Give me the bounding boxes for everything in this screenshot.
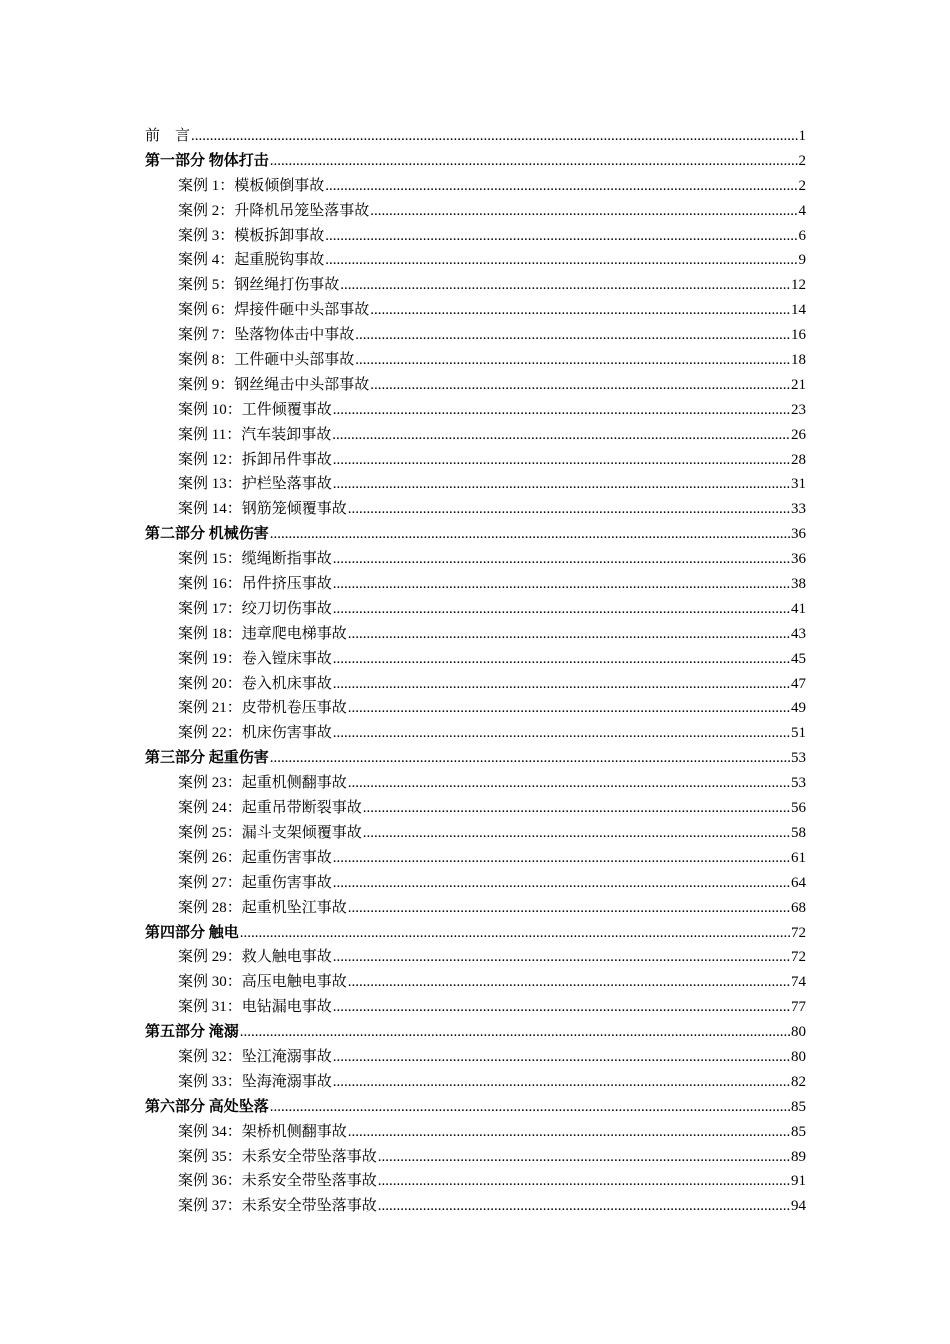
- toc-page-number: 91: [791, 1173, 806, 1190]
- toc-page-number: 38: [791, 576, 806, 593]
- toc-entry-title: 案例 21：皮带机卷压事故: [178, 700, 347, 717]
- toc-entry-title: 第四部分 触电: [145, 924, 239, 941]
- toc-entry-title: 案例 28：起重机坠江事故: [178, 899, 347, 916]
- dot-leader: [333, 398, 790, 423]
- toc-entry-title: 案例 34：架桥机侧翻事故: [178, 1123, 347, 1140]
- dot-leader: [191, 124, 797, 149]
- toc-page-number: 74: [791, 974, 806, 991]
- toc-case-entry[interactable]: [145, 871, 806, 896]
- toc-page-number: 2: [798, 177, 806, 194]
- toc-entry-title: 案例 33：坠海淹溺事故: [178, 1073, 332, 1090]
- dot-leader: [340, 273, 790, 298]
- toc-part-heading[interactable]: [145, 921, 806, 946]
- toc-case-entry[interactable]: [145, 472, 806, 497]
- toc-page-number: 68: [791, 899, 806, 916]
- toc-entry-title: 案例 8：工件砸中头部事故: [178, 352, 355, 369]
- toc-case-entry[interactable]: [145, 821, 806, 846]
- dot-leader: [333, 672, 790, 697]
- toc-page-number: 82: [791, 1073, 806, 1090]
- toc-case-entry[interactable]: [145, 647, 806, 672]
- toc-preface-entry[interactable]: [145, 124, 806, 149]
- toc-case-entry[interactable]: [145, 224, 806, 249]
- toc-case-entry[interactable]: [145, 174, 806, 199]
- dot-leader: [348, 1120, 790, 1145]
- toc-case-entry[interactable]: [145, 970, 806, 995]
- toc-case-entry[interactable]: [145, 896, 806, 921]
- toc-entry-title: 案例 2：升降机吊笼坠落事故: [178, 202, 370, 219]
- toc-page-number: 14: [791, 302, 806, 319]
- toc-page-number: 64: [791, 874, 806, 891]
- toc-entry-title: 案例 37：未系安全带坠落事故: [178, 1198, 377, 1215]
- dot-leader: [332, 423, 790, 448]
- toc-entry-title: 案例 25：漏斗支架倾覆事故: [178, 824, 362, 841]
- dot-leader: [333, 1045, 790, 1070]
- dot-leader: [333, 572, 790, 597]
- toc-part-heading[interactable]: [145, 1020, 806, 1045]
- toc-page-number: 53: [791, 775, 806, 792]
- toc-case-entry[interactable]: [145, 796, 806, 821]
- toc-case-entry[interactable]: [145, 696, 806, 721]
- dot-leader: [333, 647, 790, 672]
- toc-part-heading[interactable]: [145, 149, 806, 174]
- toc-entry-title: 案例 3：模板拆卸事故: [178, 227, 325, 244]
- toc-entry-title: 案例 31：电钻漏电事故: [178, 999, 332, 1016]
- dot-leader: [348, 771, 790, 796]
- toc-case-entry[interactable]: [145, 348, 806, 373]
- dot-leader: [370, 373, 790, 398]
- toc-case-entry[interactable]: [145, 398, 806, 423]
- toc-entry-title: 案例 12：拆卸吊件事故: [178, 451, 332, 468]
- toc-part-heading[interactable]: [145, 1095, 806, 1120]
- dot-leader: [333, 472, 790, 497]
- dot-leader: [270, 149, 798, 174]
- toc-case-entry[interactable]: [145, 995, 806, 1020]
- dot-leader: [348, 497, 790, 522]
- toc-entry-title: 案例 5：钢丝绳打伤事故: [178, 277, 340, 294]
- toc-page-number: 61: [791, 849, 806, 866]
- toc-entry-title: 案例 6：焊接件砸中头部事故: [178, 302, 370, 319]
- dot-leader: [240, 921, 790, 946]
- toc-case-entry[interactable]: [145, 298, 806, 323]
- toc-entry-title: 前 言: [145, 128, 191, 144]
- toc-entry-title: 案例 26：起重伤害事故: [178, 849, 332, 866]
- toc-case-entry[interactable]: [145, 597, 806, 622]
- dot-leader: [348, 696, 790, 721]
- toc-entry-title: 第三部分 起重伤害: [145, 750, 269, 767]
- dot-leader: [333, 1070, 790, 1095]
- toc-entry-title: 案例 16：吊件挤压事故: [178, 576, 332, 593]
- toc-page-number: 33: [791, 501, 806, 518]
- dot-leader: [378, 1169, 790, 1194]
- toc-entry-title: 案例 30：高压电触电事故: [178, 974, 347, 991]
- toc-case-entry[interactable]: [145, 1169, 806, 1194]
- toc-page-number: 36: [791, 526, 806, 543]
- toc-entry-title: 案例 32：坠江淹溺事故: [178, 1048, 332, 1065]
- toc-page-number: 94: [791, 1198, 806, 1215]
- toc-case-entry[interactable]: [145, 373, 806, 398]
- toc-page-number: 72: [791, 924, 806, 941]
- dot-leader: [370, 199, 797, 224]
- toc-page-number: 56: [791, 800, 806, 817]
- toc-page-number: 36: [791, 551, 806, 568]
- dot-leader: [333, 547, 790, 572]
- toc-page-number: 72: [791, 949, 806, 966]
- toc-page-number: 18: [791, 352, 806, 369]
- toc-page-number: 85: [791, 1123, 806, 1140]
- toc-page-number: 4: [798, 202, 806, 219]
- toc-page-number: 1: [798, 128, 806, 144]
- toc-case-entry[interactable]: [145, 1145, 806, 1170]
- dot-leader: [333, 597, 790, 622]
- toc-case-entry[interactable]: [145, 547, 806, 572]
- toc-entry-title: 案例 11：汽车装卸事故: [178, 426, 332, 443]
- toc-entry-title: 案例 35：未系安全带坠落事故: [178, 1148, 377, 1165]
- toc-entry-title: 第二部分 机械伤害: [145, 526, 269, 543]
- dot-leader: [348, 896, 790, 921]
- toc-entry-title: 案例 10：工件倾覆事故: [178, 401, 332, 418]
- toc-page-number: 12: [791, 277, 806, 294]
- toc-case-entry[interactable]: [145, 273, 806, 298]
- toc-entry-title: 案例 27：起重伤害事故: [178, 874, 332, 891]
- dot-leader: [270, 522, 790, 547]
- toc-page-number: 23: [791, 401, 806, 418]
- dot-leader: [333, 448, 790, 473]
- toc-entry-title: 案例 9：钢丝绳击中头部事故: [178, 376, 370, 393]
- toc-page-number: 58: [791, 824, 806, 841]
- dot-leader: [333, 995, 790, 1020]
- toc-entry-title: 案例 7：坠落物体击中事故: [178, 327, 355, 344]
- toc-case-entry[interactable]: [145, 323, 806, 348]
- dot-leader: [355, 323, 790, 348]
- toc-page-number: 45: [791, 650, 806, 667]
- toc-page-number: 53: [791, 750, 806, 767]
- toc-entry-title: 第五部分 淹溺: [145, 1024, 239, 1041]
- toc-part-heading[interactable]: [145, 522, 806, 547]
- toc-page-number: 21: [791, 376, 806, 393]
- toc-case-entry[interactable]: [145, 1194, 806, 1219]
- toc-case-entry[interactable]: [145, 721, 806, 746]
- dot-leader: [333, 721, 790, 746]
- toc-entry-title: 案例 14：钢筋笼倾覆事故: [178, 501, 347, 518]
- dot-leader: [348, 970, 790, 995]
- toc-case-entry[interactable]: [145, 945, 806, 970]
- table-of-contents: [145, 124, 806, 1219]
- toc-page-number: 89: [791, 1148, 806, 1165]
- toc-page-number: 47: [791, 675, 806, 692]
- toc-entry-title: 案例 13：护栏坠落事故: [178, 476, 332, 493]
- toc-case-entry[interactable]: [145, 1070, 806, 1095]
- dot-leader: [378, 1145, 790, 1170]
- toc-page-number: 16: [791, 327, 806, 344]
- dot-leader: [325, 174, 797, 199]
- toc-case-entry[interactable]: [145, 448, 806, 473]
- toc-page-number: 6: [798, 227, 806, 244]
- toc-page-number: 41: [791, 600, 806, 617]
- toc-entry-title: 案例 19：卷入镗床事故: [178, 650, 332, 667]
- toc-page-number: 28: [791, 451, 806, 468]
- toc-entry-title: 案例 20：卷入机床事故: [178, 675, 332, 692]
- toc-case-entry[interactable]: [145, 423, 806, 448]
- toc-page-number: 85: [791, 1098, 806, 1115]
- toc-page-number: 31: [791, 476, 806, 493]
- dot-leader: [355, 348, 790, 373]
- dot-leader: [333, 846, 790, 871]
- toc-page-number: 9: [798, 252, 806, 269]
- dot-leader: [270, 746, 790, 771]
- dot-leader: [348, 622, 790, 647]
- toc-case-entry[interactable]: [145, 672, 806, 697]
- toc-entry-title: 案例 17：绞刀切伤事故: [178, 600, 332, 617]
- dot-leader: [363, 821, 790, 846]
- toc-case-entry[interactable]: [145, 771, 806, 796]
- toc-entry-title: 案例 18：违章爬电梯事故: [178, 625, 347, 642]
- toc-page-number: 80: [791, 1048, 806, 1065]
- dot-leader: [333, 871, 790, 896]
- dot-leader: [325, 224, 797, 249]
- toc-case-entry[interactable]: [145, 1045, 806, 1070]
- dot-leader: [325, 248, 797, 273]
- toc-part-heading[interactable]: [145, 746, 806, 771]
- toc-case-entry[interactable]: [145, 622, 806, 647]
- toc-entry-title: 案例 29：救人触电事故: [178, 949, 332, 966]
- toc-case-entry[interactable]: [145, 846, 806, 871]
- toc-page-number: 77: [791, 999, 806, 1016]
- toc-page-number: 26: [791, 426, 806, 443]
- dot-leader: [333, 945, 790, 970]
- dot-leader: [240, 1020, 790, 1045]
- dot-leader: [270, 1095, 790, 1120]
- toc-page-number: 51: [791, 725, 806, 742]
- dot-leader: [363, 796, 790, 821]
- toc-case-entry[interactable]: [145, 1120, 806, 1145]
- toc-case-entry[interactable]: [145, 199, 806, 224]
- toc-entry-title: 第六部分 高处坠落: [145, 1098, 269, 1115]
- toc-case-entry[interactable]: [145, 497, 806, 522]
- toc-entry-title: 案例 36：未系安全带坠落事故: [178, 1173, 377, 1190]
- toc-page-number: 80: [791, 1024, 806, 1041]
- toc-entry-title: 案例 1：模板倾倒事故: [178, 177, 325, 194]
- toc-page-number: 43: [791, 625, 806, 642]
- toc-page-number: 2: [798, 152, 806, 169]
- toc-entry-title: 第一部分 物体打击: [145, 152, 269, 169]
- toc-entry-title: 案例 23：起重机侧翻事故: [178, 775, 347, 792]
- dot-leader: [378, 1194, 790, 1219]
- toc-entry-title: 案例 4：起重脱钩事故: [178, 252, 325, 269]
- toc-entry-title: 案例 24：起重吊带断裂事故: [178, 800, 362, 817]
- toc-case-entry[interactable]: [145, 248, 806, 273]
- dot-leader: [370, 298, 790, 323]
- toc-page-number: 49: [791, 700, 806, 717]
- toc-entry-title: 案例 22：机床伤害事故: [178, 725, 332, 742]
- toc-entry-title: 案例 15：缆绳断指事故: [178, 551, 332, 568]
- toc-case-entry[interactable]: [145, 572, 806, 597]
